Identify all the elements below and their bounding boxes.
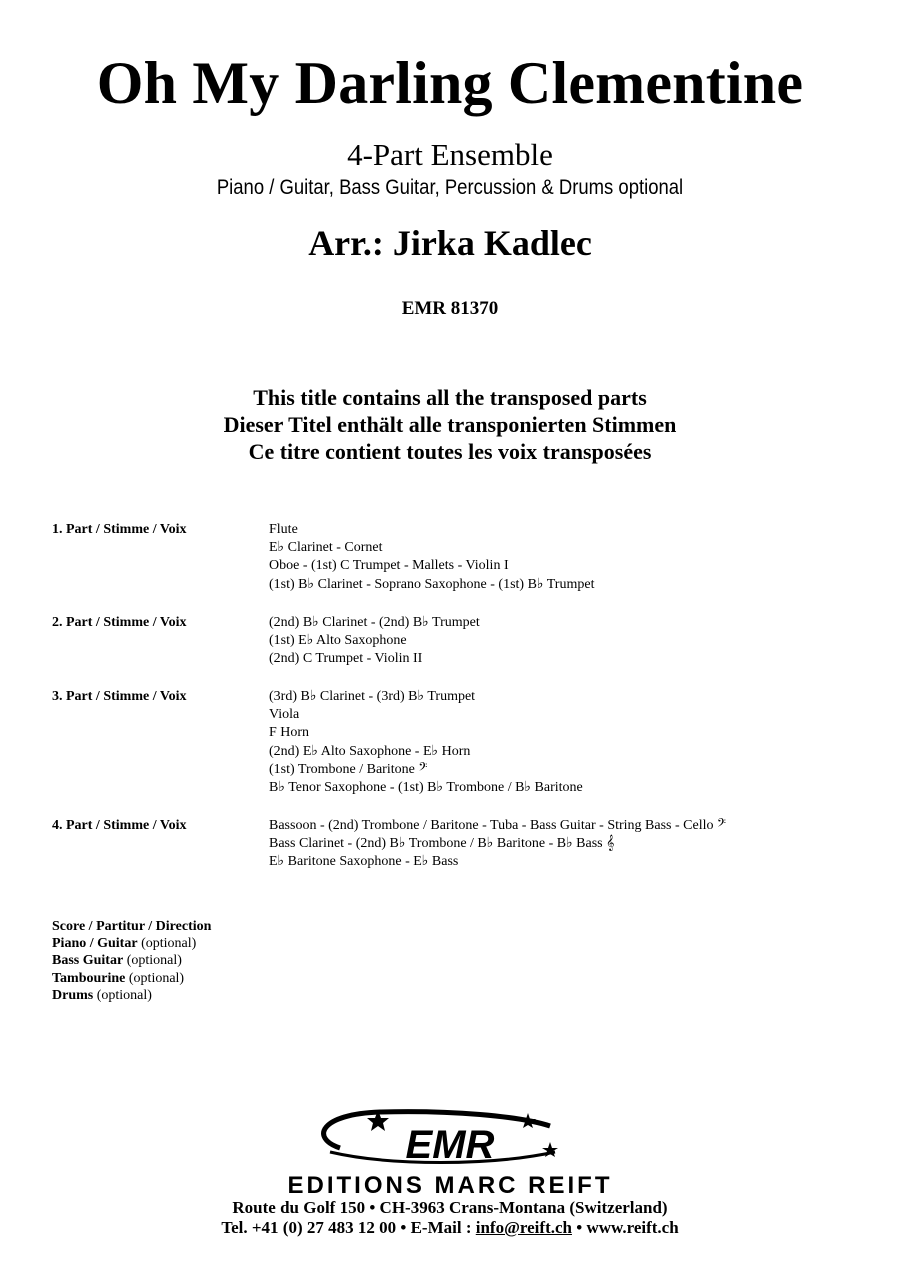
emr-logo: [300, 1108, 600, 1170]
instrument-line: Viola: [269, 707, 300, 723]
instrument-line: (1st) B♭ Clarinet - Soprano Saxophone - (1st) B♭ Trumpet: [269, 576, 595, 592]
part-label: 2. Part / Stimme / Voix: [52, 615, 187, 630]
extra-part-name: Tambourine: [52, 970, 126, 986]
instrument-line: B♭ Tenor Saxophone - (1st) B♭ Trombone / B♭ Baritone: [269, 780, 583, 796]
instrument-line: F Horn: [269, 725, 310, 741]
extra-part: [52, 987, 211, 1004]
logo-text: EMR: [405, 1123, 495, 1167]
instrument-line: Oboe - (1st) C Trumpet - Mallets - Violin I: [269, 558, 509, 574]
extra-part-name: Score / Partitur / Direction: [52, 919, 212, 934]
instrument-line: (3rd) B♭ Clarinet - (3rd) B♭ Trumpet: [269, 689, 476, 704]
part-instrument-list: [269, 688, 583, 797]
instrument-line: Flute: [269, 522, 298, 537]
extra-part-note: (optional): [128, 970, 185, 986]
extra-part: [52, 970, 211, 987]
publisher-contact: Tel. +41 (0) 27 483 12 00 • E-Mail : info@reift.ch • www.reift.ch: [221, 1218, 679, 1237]
instrument-line: (2nd) C Trumpet - Violin II: [269, 651, 423, 667]
email-link[interactable]: info@reift.ch: [475, 1218, 572, 1237]
extra-part: [52, 918, 211, 935]
extra-part-name: Piano / Guitar: [52, 936, 138, 952]
instrument-line: (1st) Trombone / Baritone 𝄢: [269, 761, 428, 777]
instrument-line: Bass Clarinet - (2nd) B♭ Trombone / B♭ Baritone - B♭ Bass 𝄞: [269, 836, 615, 852]
phone: Tel. +41 (0) 27 483 12 00: [221, 1218, 397, 1237]
catalog-number: EMR 81370: [401, 298, 499, 319]
extra-part-note: (optional): [126, 953, 182, 969]
ensemble-subtitle: 4-Part Ensemble: [347, 137, 553, 172]
instrument-line: Bassoon - (2nd) Trombone / Baritone - Tuba - Bass Guitar - String Bass - Cello 𝄢: [269, 818, 726, 833]
instrumentation-line: Piano / Guitar, Bass Guitar, Percussion & Drums optional: [216, 176, 684, 199]
part-instrument-list: [269, 614, 480, 669]
website-link[interactable]: www.reift.ch: [586, 1218, 679, 1237]
extra-part-note: (optional): [96, 987, 152, 1003]
email-label: E-Mail :: [410, 1218, 472, 1237]
part-instrument-list: [269, 521, 594, 594]
publisher-address: Route du Golf 150 • CH-3963 Crans-Montana (Switzerland): [232, 1198, 668, 1217]
transposed-parts-notice: [0, 384, 900, 465]
part-instrument-list: [269, 817, 726, 872]
additional-parts-list: [52, 918, 211, 1004]
notice-line-fr: Ce titre contient toutes les voix transposées: [248, 439, 652, 464]
extra-part: [52, 952, 211, 969]
extra-part-name: Drums: [52, 987, 94, 1003]
extra-part-note: (optional): [141, 936, 197, 952]
part-label: 1. Part / Stimme / Voix: [52, 522, 187, 537]
instrument-line: E♭ Clarinet - Cornet: [269, 540, 383, 556]
part-label: 3. Part / Stimme / Voix: [52, 689, 187, 704]
extra-part: [52, 935, 211, 952]
instrument-line: (2nd) B♭ Clarinet - (2nd) B♭ Trumpet: [269, 615, 480, 630]
notice-line-en: This title contains all the transposed parts: [253, 385, 647, 410]
instrument-line: (2nd) E♭ Alto Saxophone - E♭ Horn: [269, 743, 471, 759]
publisher-name: EDITIONS MARC REIFT: [287, 1172, 613, 1199]
instrument-line: (1st) E♭ Alto Saxophone: [269, 633, 407, 649]
arranger: Arr.: Jirka Kadlec: [308, 223, 592, 263]
instrument-line: E♭ Baritone Saxophone - E♭ Bass: [269, 854, 459, 870]
extra-part-name: Bass Guitar: [52, 953, 124, 969]
part-label: 4. Part / Stimme / Voix: [52, 818, 187, 833]
page-title: Oh My Darling Clementine: [96, 50, 804, 116]
notice-line-de: Dieser Titel enthält alle transponierten Stimmen: [223, 412, 677, 437]
